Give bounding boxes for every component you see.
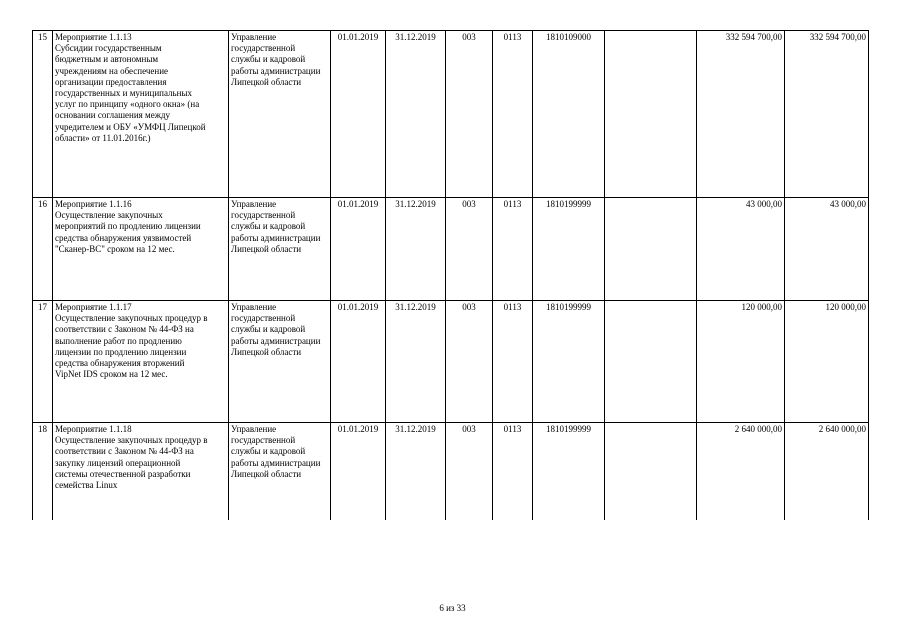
executor-line: Липецкой области [231, 468, 302, 479]
event-description-line: закупку лицензий операционной [55, 457, 181, 468]
event-description-line: выполнение работ по продлению [55, 335, 182, 346]
event-description [53, 198, 229, 301]
executor-line: Управление [231, 302, 277, 312]
executor-line: государственной [231, 43, 296, 54]
event-description-line: услуг по принципу «одного окна» (на [55, 99, 200, 110]
table-row [33, 423, 869, 520]
event-description-line: средства обнаружения уязвимостей [55, 232, 192, 243]
start-date: 01.01.2019 [331, 301, 386, 423]
end-date: 31.12.2019 [386, 423, 446, 520]
csr-code: 1810109000 [533, 31, 605, 198]
event-description-line: Осуществление закупочных [55, 210, 163, 221]
event-description-line: Мероприятие 1.1.13 [55, 32, 132, 42]
rzpr-code: 0113 [493, 423, 533, 520]
executor-line: службы и кадровой [231, 324, 306, 335]
grbs-code: 003 [446, 423, 493, 520]
vr-code [605, 31, 697, 198]
event-description-line: VipNet IDS сроком на 12 мес. [55, 369, 168, 380]
event-description-line: лицензии по продлению лицензии [55, 346, 187, 357]
row-number: 15 [33, 31, 53, 198]
amount-total-cell: 120 000,00 [785, 301, 869, 423]
event-description-line: соответствии с Законом № 44-ФЗ на [55, 324, 194, 335]
grbs-code: 003 [446, 31, 493, 198]
executor [229, 423, 331, 520]
event-description-line: Субсидии государственным [55, 43, 162, 54]
end-date: 31.12.2019 [386, 31, 446, 198]
executor-line: Липецкой области [231, 346, 302, 357]
grbs-code: 003 [446, 301, 493, 423]
table-row [33, 31, 869, 198]
executor-line: службы и кадровой [231, 221, 306, 232]
executor-line: работы администрации [231, 65, 321, 76]
amount-cell: 43 000,00 [697, 198, 785, 301]
budget-table [32, 30, 869, 520]
amount-total-cell: 332 594 700,00 [785, 31, 869, 198]
amount-total-cell: 43 000,00 [785, 198, 869, 301]
executor-line: службы и кадровой [231, 54, 306, 65]
event-description-line: учредителем и ОБУ «УМФЦ Липецкой [55, 121, 206, 132]
rzpr-code: 0113 [493, 198, 533, 301]
executor-line: Управление [231, 199, 277, 209]
amount-total-cell: 2 640 000,00 [785, 423, 869, 520]
event-description-line: основании соглашения между [55, 110, 171, 121]
executor-line: Управление [231, 32, 277, 42]
executor-line: Управление [231, 424, 277, 434]
vr-code [605, 198, 697, 301]
executor-line: работы администрации [231, 457, 321, 468]
event-description-line: Мероприятие 1.1.16 [55, 199, 132, 209]
event-description-line: государственных и муниципальных [55, 88, 192, 99]
event-description-line: семейства Linux [55, 480, 118, 491]
amount-cell: 120 000,00 [697, 301, 785, 423]
grbs-code: 003 [446, 198, 493, 301]
event-description-line: Мероприятие 1.1.18 [55, 424, 132, 434]
table-row [33, 198, 869, 301]
event-description-line: мероприятий по продлению лицензии [55, 221, 201, 232]
executor-line: службы и кадровой [231, 446, 306, 457]
end-date: 31.12.2019 [386, 198, 446, 301]
csr-code: 1810199999 [533, 301, 605, 423]
event-description [53, 423, 229, 520]
event-description-line: "Сканер-ВС" сроком на 12 мес. [55, 243, 175, 254]
amount-cell: 2 640 000,00 [697, 423, 785, 520]
event-description [53, 301, 229, 423]
table-row [33, 301, 869, 423]
executor-line: работы администрации [231, 232, 321, 243]
amount-cell: 332 594 700,00 [697, 31, 785, 198]
executor [229, 31, 331, 198]
executor-line: государственной [231, 313, 296, 324]
event-description-line: средства обнаружения вторжений [55, 358, 185, 369]
executor-line: работы администрации [231, 335, 321, 346]
event-description-line: организации предоставления [55, 76, 167, 87]
executor-line: Липецкой области [231, 243, 302, 254]
executor-line: Липецкой области [231, 76, 302, 87]
page-number: 6 из 33 [439, 603, 466, 613]
csr-code: 1810199999 [533, 198, 605, 301]
start-date: 01.01.2019 [331, 198, 386, 301]
csr-code: 1810199999 [533, 423, 605, 520]
event-description-line: учреждениям на обеспечение [55, 65, 169, 76]
start-date: 01.01.2019 [331, 31, 386, 198]
executor [229, 198, 331, 301]
event-description-line: соответствии с Законом № 44-ФЗ на [55, 446, 194, 457]
rzpr-code: 0113 [493, 301, 533, 423]
end-date: 31.12.2019 [386, 301, 446, 423]
rzpr-code: 0113 [493, 31, 533, 198]
row-number: 17 [33, 301, 53, 423]
executor-line: государственной [231, 435, 296, 446]
event-description [53, 31, 229, 198]
executor [229, 301, 331, 423]
row-number: 18 [33, 423, 53, 520]
start-date: 01.01.2019 [331, 423, 386, 520]
event-description-line: Мероприятие 1.1.17 [55, 302, 132, 312]
event-description-line: Осуществление закупочных процедур в [55, 435, 208, 446]
event-description-line: системы отечественной разработки [55, 468, 191, 479]
executor-line: государственной [231, 210, 296, 221]
vr-code [605, 301, 697, 423]
vr-code [605, 423, 697, 520]
row-number: 16 [33, 198, 53, 301]
event-description-line: бюджетным и автономным [55, 54, 159, 65]
event-description-line: области» от 11.01.2016г.) [55, 132, 151, 143]
event-description-line: Осуществление закупочных процедур в [55, 313, 208, 324]
